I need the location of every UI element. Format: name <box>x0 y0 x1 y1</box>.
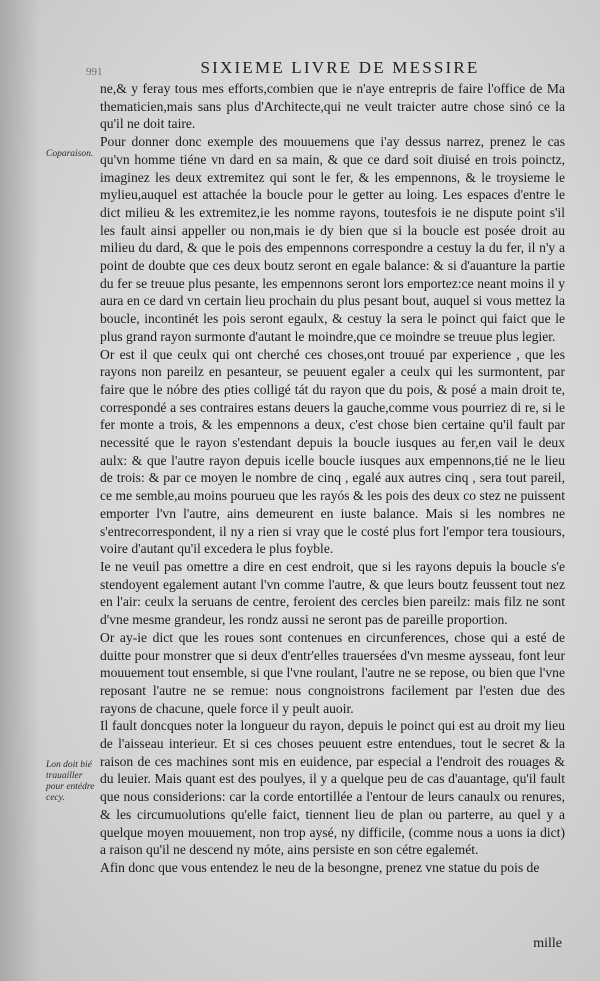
running-head: SIXIEME LIVRE DE MESSIRE <box>200 58 480 77</box>
catchword: mille <box>533 936 562 951</box>
marginal-note-study: Lon doit bié trauailler pour entédre cecy. <box>46 760 95 803</box>
paragraph: ne,& y feray tous mes efforts,combien que ie n'aye entrepris de faire l'office de Ma thematicien,mais sans plus d'Architecte,qui ne veult traicter autre chose sinó ce la qu'il ne doit taire. <box>100 81 565 132</box>
paragraph: Pour donner donc exemple des mouuemens que i'ay dessus narrez, prenez le cas qu'vn homme tiéne vn dard en sa main, & que ce dard soit diuisé en trois poinctz, imaginez les deux extremitez qui sont le fer, & les empennons, & le troysieme le mylieu,auquel est attachée la boucle pour le getter au loing. Les espaces d'entre le dict milieu & les extremitez,ie les nomme rayons, toutesfois ie ne dispute point s'il les fault ainsi appeller ou non,mais ie dy bien que si la boucle est posée droit au milieu du dard, & que le pois des empennons correspondre a cestuy la du fer, il n'y a point de doubte que ces deux boutz seront en egale balance: & si d'auanture la partie du fer se treuue plus pesante, les empennons seront lors emportez:ce neant moins il y aura en ce dard vn certain lieu prochain du plus pesant bout, auquel si vous mettez la boucle, incontinét les pois seront egaulx, & cestuy la sera le poinct qui faict que le plus grand rayon surmonte d'autant le moindre,que ce moindre se treuue plus legier. <box>100 134 565 344</box>
paragraph: Or ay-ie dict que les roues sont contenues en circunferences, chose qui a esté de duitte pour monstrer que si deux d'entr'elles trauersées d'vn mesme aysseau, font leur mouuement tout ensemble, si que l'vne roulant, l'autre ne se repose, ou bien que l'vne reposant l'autre ne se remue: nous congnoistrons facilement par l'esten due des rayons de chacune, quele force il y peult auoir. <box>100 629 565 716</box>
body-text <box>100 80 565 877</box>
marginal-note-comparison: Coparaison. <box>46 149 94 159</box>
paragraph: Afin donc que vous entendez le neu de la besongne, prenez vne statue du pois de <box>100 859 540 875</box>
paragraph: Il fault doncques noter la longueur du rayon, depuis le poinct qui est au droit my lieu de l'aisseau interieur. Et si ces choses peuuent estre entendues, tout le secret & la raison de ces machines sont mis en euidence, par especial a l'endroit des rouages & du leuier. Mais quant est des poulyes, il y a quelque peu de cas d'auantage, qu'il fault que nous considerions: car la corde entortillée a l'entour de leurs canaulx ou renures, & les circumuolutions qu'elle faict, tiennent lieu de plan ou parterre, au quel y a quelque moyen mouuement, non trop aysé, ny difficile, (comme nous a uons ia dict) a raison qu'il ne descend ny móte, ains persiste en son cétre egalemét. <box>100 718 565 858</box>
paragraph: Or est il que ceulx qui ont cherché ces choses,ont trouué par experience , que les rayons non pareilz en pesanteur, se peuuent egaler a ceulx qui les surmontent, par faire que le nóbre des ρties colligé tát du rayon que du pois, & posé a main droit te, correspondé a ses contraires estans deuers la gauche,comme vous pourriez di re, si le fer monte a trois, & les empennons a deux, c'est chose bien certaine qu'il fault par necessité que le rayon s'estendant depuis la boucle iusques au fer,en vail le deux aulx: & que l'autre rayon depuis icelle boucle iusques aux empennons,tié ne le lieu de trois: & par ce moyen le nombre de cinq , egalé aux autres cinq , sera tout pareil, ce me semble,au moins pourueu que les rayós & les pois des deux co stez ne puissent emporter l'vn l'autre, ains demeurent en iuste balance. Mais si les nombres ne s'entrecorrespondent, il ny a rien si vray que le costé plus fort l'empor tera tousiours, voire d'autant qu'il excedera le plus foyble. <box>100 346 565 557</box>
folio-number: 991 <box>86 66 103 78</box>
paragraph: Ie ne veuil pas omettre a dire en cest endroit, que si les rayons depuis la boucle s'e stendoyent egalement autant l'vn comme l'autre, & que leurs boutz feussent tout nez en l'air: ceulx la seruans de centre, feroient des cercles bien pareilz: mais filz ne sont d'vne mesme grandeur, les rondz aussi ne seront pas de pareille proportion. <box>100 558 565 628</box>
